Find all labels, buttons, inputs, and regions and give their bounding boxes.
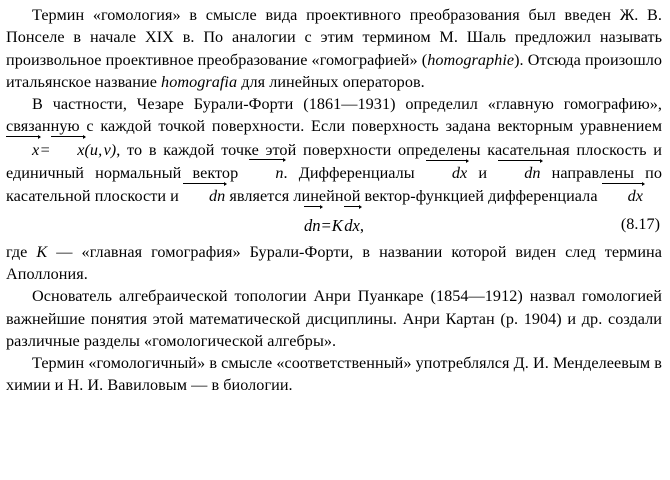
differential-dn-symbol-2: dn [183,184,225,207]
equation-coefficient-k: K [331,215,343,235]
paragraph-1 [6,4,662,93]
parameters-uv: (u, v) [84,140,117,159]
equation-body [6,208,662,242]
paragraph-1-italic-homografia: homografia [161,72,238,91]
paragraph-1-text-c: для линейных операторов. [237,72,425,91]
equation-8-17 [6,208,662,241]
equation-left-dn: dn [304,208,321,242]
paragraph-1-text-a: Термин «гомология» в смысле вида проективного преобразования был введен Ж. В. Понселе в начале XIX в. По аналогии с этим термином М. Шаль предложил называть произвольное проективное преобразование «гомографией» ( [6,6,662,69]
equation-right-dx: dx [344,208,360,242]
paragraph-4: Основатель алгебраической топологии Анри Пуанкаре (1854—1912) назвал гомологией важнейшие понятия этой математической дисциплины. Анри Картан (р. 1904) и др. создали различные разделы «гомологической алгебры». [6,287,662,350]
equation-relation: = [320,215,332,235]
vector-n-symbol: n [249,161,283,184]
differential-dx-symbol-2: dx [602,184,643,207]
vector-x-symbol-2: x [51,138,84,161]
coefficient-k-inline: K [36,242,48,261]
differential-dx-symbol: dx [426,161,467,184]
paragraph-1-text-b: ). Отсюда произошло итальянское название [6,50,662,91]
paragraph-2: В частности, Чезаре Бурали-Форти (1861—1931) определил «главную гомографию», связанную с каждой точкой поверхности. Если поверхность задана векторным уравнением x = x(u, v), то в каждой точке этой поверхности определены касательная плоскость и единичный нормальный вектор n. Дифференциалы dx и dn направлены по касательной плоскости и dn является линейной вектор-функцией дифференциала dx [6,93,662,207]
vector-x-symbol: x [6,138,39,161]
paragraph-3: где K — «главная гомография» Бурали-Форти, в названии которой виден след термина Аполлония. [6,242,662,283]
paragraph-5: Термин «гомологичный» в смысле «соответственный» употреблялся Д. И. Менделеевым в химии и Н. И. Вавиловым — в биологии. [6,354,662,395]
equation-trailing-comma: , [359,215,365,235]
equation-number: (8.17) [620,214,660,233]
paragraph-1-italic-homographie: homographie [427,50,515,69]
differential-dn-symbol: dn [498,161,540,184]
